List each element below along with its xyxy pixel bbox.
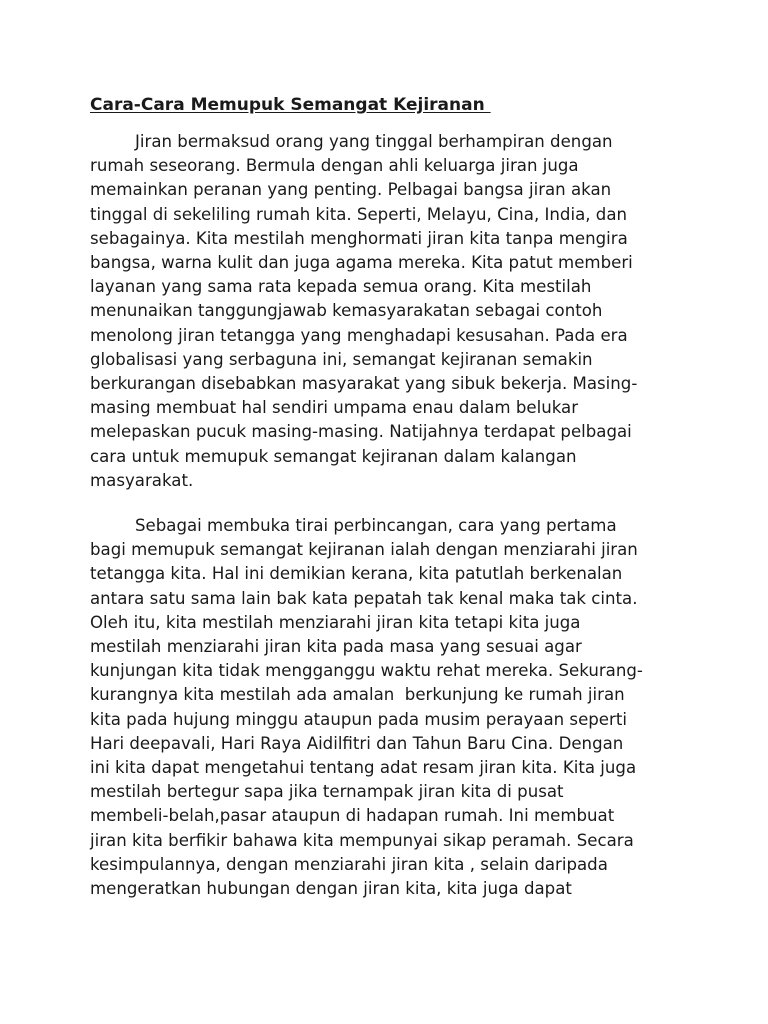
text-line: globalisasi yang serbaguna ini, semangat kejiranan semakin xyxy=(90,349,593,369)
text-line: mestilah bertegur sapa jika ternampak jiran kita di pusat xyxy=(90,782,564,802)
text-line: mengeratkan hubungan dengan jiran kita, kita juga dapat xyxy=(90,879,572,899)
text-line: tinggal di sekeliling rumah kita. Seperti, Melayu, Cina, India, dan xyxy=(90,204,628,224)
text-line: ini kita dapat mengetahui tentang adat resam jiran kita. Kita juga xyxy=(90,758,637,778)
text-line: berkurangan disebabkan masyarakat yang sibuk bekerja. Masing- xyxy=(90,374,638,394)
text-line: masing membuat hal sendiri umpama enau dalam belukar xyxy=(90,398,579,418)
text-line: kunjungan kita tidak mengganggu waktu rehat mereka. Sekurang- xyxy=(90,661,643,681)
text-line: bangsa, warna kulit dan juga agama mereka. Kita patut memberi xyxy=(90,253,633,273)
text-line: Oleh itu, kita mestilah menziarahi jiran kita tetapi kita juga xyxy=(90,612,581,632)
text-line: Sebagai membuka tirai perbincangan, cara yang pertama xyxy=(135,516,617,535)
text-line: layanan yang sama rata kepada semua orang. Kita mestilah xyxy=(90,277,592,297)
text-line: masyarakat. xyxy=(90,470,194,490)
text-line: antara satu sama lain bak kata pepatah tak kenal maka tak cinta. xyxy=(90,588,638,608)
text-line: menolong jiran tetangga yang menghadapi kesusahan. Pada era xyxy=(90,325,628,345)
text-line: kesimpulannya, dengan menziarahi jiran kita , selain daripada xyxy=(90,854,608,874)
text-line: Hari deepavali, Hari Raya Aidilfitri dan Tahun Baru Cina. Dengan xyxy=(90,733,624,753)
text-line: memainkan peranan yang penting. Pelbagai bangsa jiran akan xyxy=(90,180,612,200)
text-line: jiran kita berfikir bahawa kita mempunyai sikap peramah. Secara xyxy=(90,830,634,850)
text-line: Jiran bermaksud orang yang tinggal berhampiran dengan xyxy=(135,132,613,151)
text-line: tetangga kita. Hal ini demikian kerana, kita patutlah berkenalan xyxy=(90,564,623,584)
page-title: Cara-Cara Memupuk Semangat Kejiranan xyxy=(90,95,491,115)
text-line: membeli-belah,pasar ataupun di hadapan rumah. Ini membuat xyxy=(90,806,615,826)
text-line: sebagainya. Kita mestilah menghormati jiran kita tanpa mengira xyxy=(90,228,628,248)
text-line: mestilah menziarahi jiran kita pada masa yang sesuai agar xyxy=(90,637,582,657)
paragraph-intro xyxy=(90,130,690,493)
text-line: melepaskan pucuk masing-masing. Natijahnya terdapat pelbagai xyxy=(90,422,632,442)
text-line: rumah seseorang. Bermula dengan ahli keluarga jiran juga xyxy=(90,156,579,176)
text-line: kita pada hujung minggu ataupun pada musim perayaan seperti xyxy=(90,709,627,729)
text-line: cara untuk memupuk semangat kejiranan dalam kalangan xyxy=(90,446,577,466)
text-line: kurangnya kita mestilah ada amalan berkunjung ke rumah jiran xyxy=(90,685,625,705)
paragraph-first-method xyxy=(90,514,690,901)
text-line: menunaikan tanggungjawab kemasyarakatan sebagai contoh xyxy=(90,301,603,321)
text-line: bagi memupuk semangat kejiranan ialah dengan menziarahi jiran xyxy=(90,540,638,560)
